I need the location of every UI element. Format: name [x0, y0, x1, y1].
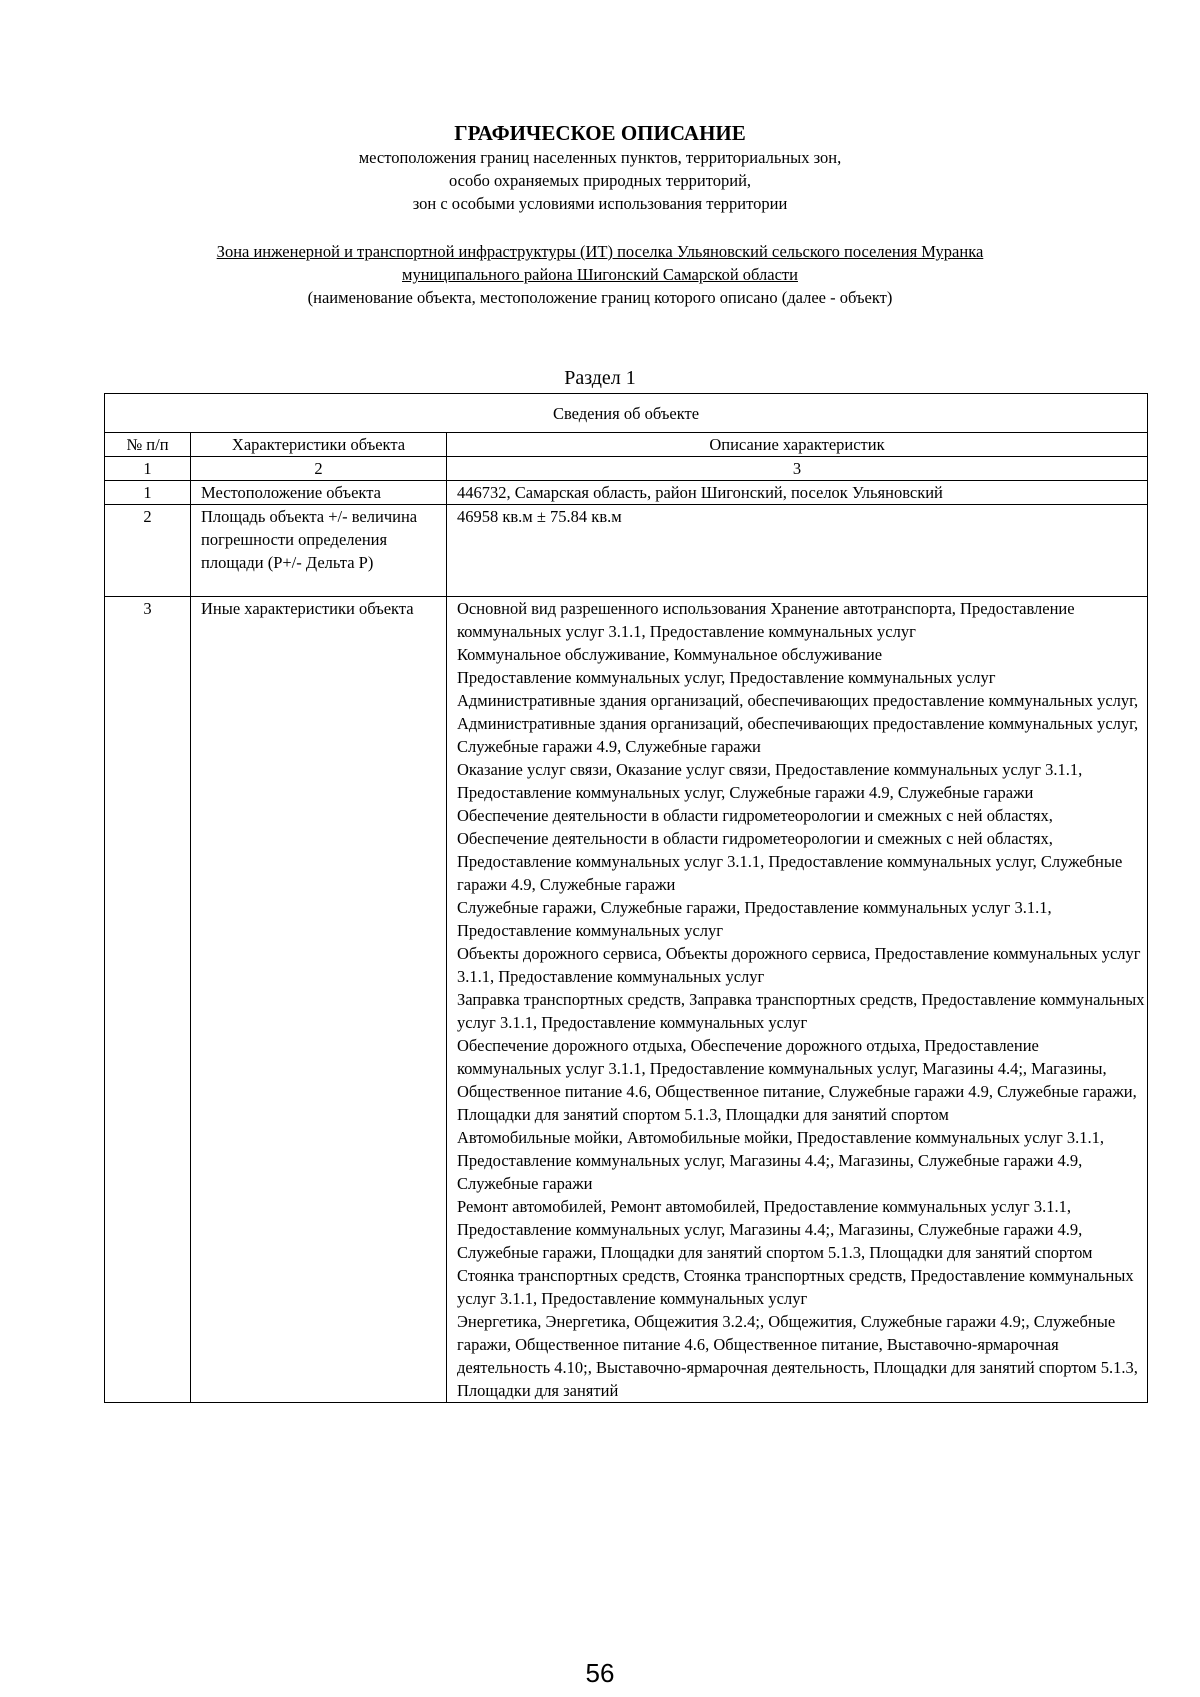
object-info-table	[104, 393, 1148, 1403]
column-number: 3	[447, 457, 1148, 481]
row-number: 1	[105, 481, 191, 505]
row-description: 46958 кв.м ± 75.84 кв.м	[447, 505, 1148, 597]
object-caption: (наименование объекта, местоположение границ которого описано (далее - объект)	[307, 288, 893, 307]
row-description	[447, 597, 1148, 1403]
description-paragraph: Стоянка транспортных средств, Стоянка транспортных средств, Предоставление коммунальных услуг 3.1.1, Предоставление коммунальных услуг	[457, 1266, 1134, 1308]
description-paragraph: Энергетика, Энергетика, Общежития 3.2.4;, Общежития, Служебные гаражи 4.9;, Служебные гаражи, Общественное питание 4.6, Общественное питание, Выставочно-ярмарочная деятельность 4.10;, Выставочно-ярмарочная деятельность, Площадки для занятий спортом 5.1.3, Площадки для занятий	[457, 1312, 1138, 1400]
description-paragraph: Объекты дорожного сервиса, Объекты дорожного сервиса, Предоставление коммунальных услуг 3.1.1, Предоставление коммунальных услуг	[457, 944, 1141, 986]
description-paragraph: Обеспечение дорожного отдыха, Обеспечение дорожного отдыха, Предоставление коммунальных услуг 3.1.1, Предоставление коммунальных услуг, Магазины 4.4;, Магазины, Общественное питание 4.6, Общественное питание, Служебные гаражи 4.9, Служебные гаражи, Площадки для занятий спортом 5.1.3, Площадки для занятий спортом	[457, 1036, 1137, 1124]
description-paragraph: Обеспечение деятельности в области гидрометеорологии и смежных с ней областях, Обеспечение деятельности в области гидрометеорологии и смежных с ней областях, Предоставление коммунальных услуг 3.1.1, Предоставление коммунальных услуг, Служебные гаражи 4.9, Служебные гаражи	[457, 806, 1123, 894]
description-paragraph: Автомобильные мойки, Автомобильные мойки, Предоставление коммунальных услуг 3.1.1, Предоставление коммунальных услуг, Магазины 4.4;, Магазины, Служебные гаражи 4.9, Служебные гаражи	[457, 1128, 1105, 1193]
column-number: 1	[105, 457, 191, 481]
table-number-row	[105, 457, 1148, 481]
row-description: 446732, Самарская область, район Шигонский, поселок Ульяновский	[447, 481, 1148, 505]
description-paragraph: Коммунальное обслуживание, Коммунальное обслуживание	[457, 645, 883, 664]
page-number: 56	[585, 1658, 615, 1688]
description-paragraph: Заправка транспортных средств, Заправка транспортных средств, Предоставление коммунальных услуг 3.1.1, Предоставление коммунальных услуг	[457, 990, 1145, 1032]
description-paragraph: Основной вид разрешенного использования Хранение автотранспорта, Предоставление коммунальных услуг 3.1.1, Предоставление коммунальных услуг	[457, 599, 1075, 641]
row-number: 2	[105, 505, 191, 597]
description-paragraph: Служебные гаражи, Служебные гаражи, Предоставление коммунальных услуг 3.1.1, Предоставление коммунальных услуг	[457, 898, 1052, 940]
column-header: № п/п	[105, 433, 191, 457]
column-number: 2	[191, 457, 447, 481]
table-header-row	[105, 433, 1148, 457]
subtitle-line: особо охраняемых природных территорий,	[448, 171, 752, 190]
table-caption: Сведения об объекте	[105, 394, 1148, 433]
row-characteristic: Местоположение объекта	[191, 481, 447, 505]
description-paragraph: Предоставление коммунальных услуг, Предоставление коммунальных услуг	[457, 668, 996, 687]
section-title: Раздел 1	[564, 367, 636, 389]
description-paragraph: Административные здания организаций, обеспечивающих предоставление коммунальных услуг, Административные здания организаций, обеспечивающих предоставление коммунальных услуг, Служебные гаражи 4.9, Служебные гаражи	[457, 691, 1139, 756]
object-name-line: Зона инженерной и транспортной инфраструктуры (ИТ) поселка Ульяновский сельского поселения Муранка	[216, 242, 984, 261]
column-header: Характеристики объекта	[191, 433, 447, 457]
subtitle-line: зон с особыми условиями использования территории	[412, 194, 788, 213]
table-row	[105, 481, 1148, 505]
table-caption-row	[105, 394, 1148, 433]
document-title: ГРАФИЧЕСКОЕ ОПИСАНИЕ	[454, 121, 746, 145]
description-paragraph: Оказание услуг связи, Оказание услуг связи, Предоставление коммунальных услуг 3.1.1, Предоставление коммунальных услуг, Служебные гаражи 4.9, Служебные гаражи	[457, 760, 1083, 802]
row-number: 3	[105, 597, 191, 1403]
table-row	[105, 597, 1148, 1403]
object-name-line: муниципального района Шигонский Самарской области	[402, 265, 798, 284]
description-paragraph: Ремонт автомобилей, Ремонт автомобилей, Предоставление коммунальных услуг 3.1.1, Предоставление коммунальных услуг, Магазины 4.4;, Магазины, Служебные гаражи 4.9, Служебные гаражи, Площадки для занятий спортом 5.1.3, Площадки для занятий спортом	[457, 1197, 1093, 1262]
row-characteristic: Иные характеристики объекта	[191, 597, 447, 1403]
object-name-block	[100, 240, 1100, 309]
document-header	[100, 120, 1100, 215]
subtitle-line: местоположения границ населенных пунктов, территориальных зон,	[358, 148, 842, 167]
table-row	[105, 505, 1148, 597]
row-characteristic: Площадь объекта +/- величина погрешности определения площади (P+/- Дельта P)	[191, 505, 447, 597]
column-header: Описание характеристик	[447, 433, 1148, 457]
